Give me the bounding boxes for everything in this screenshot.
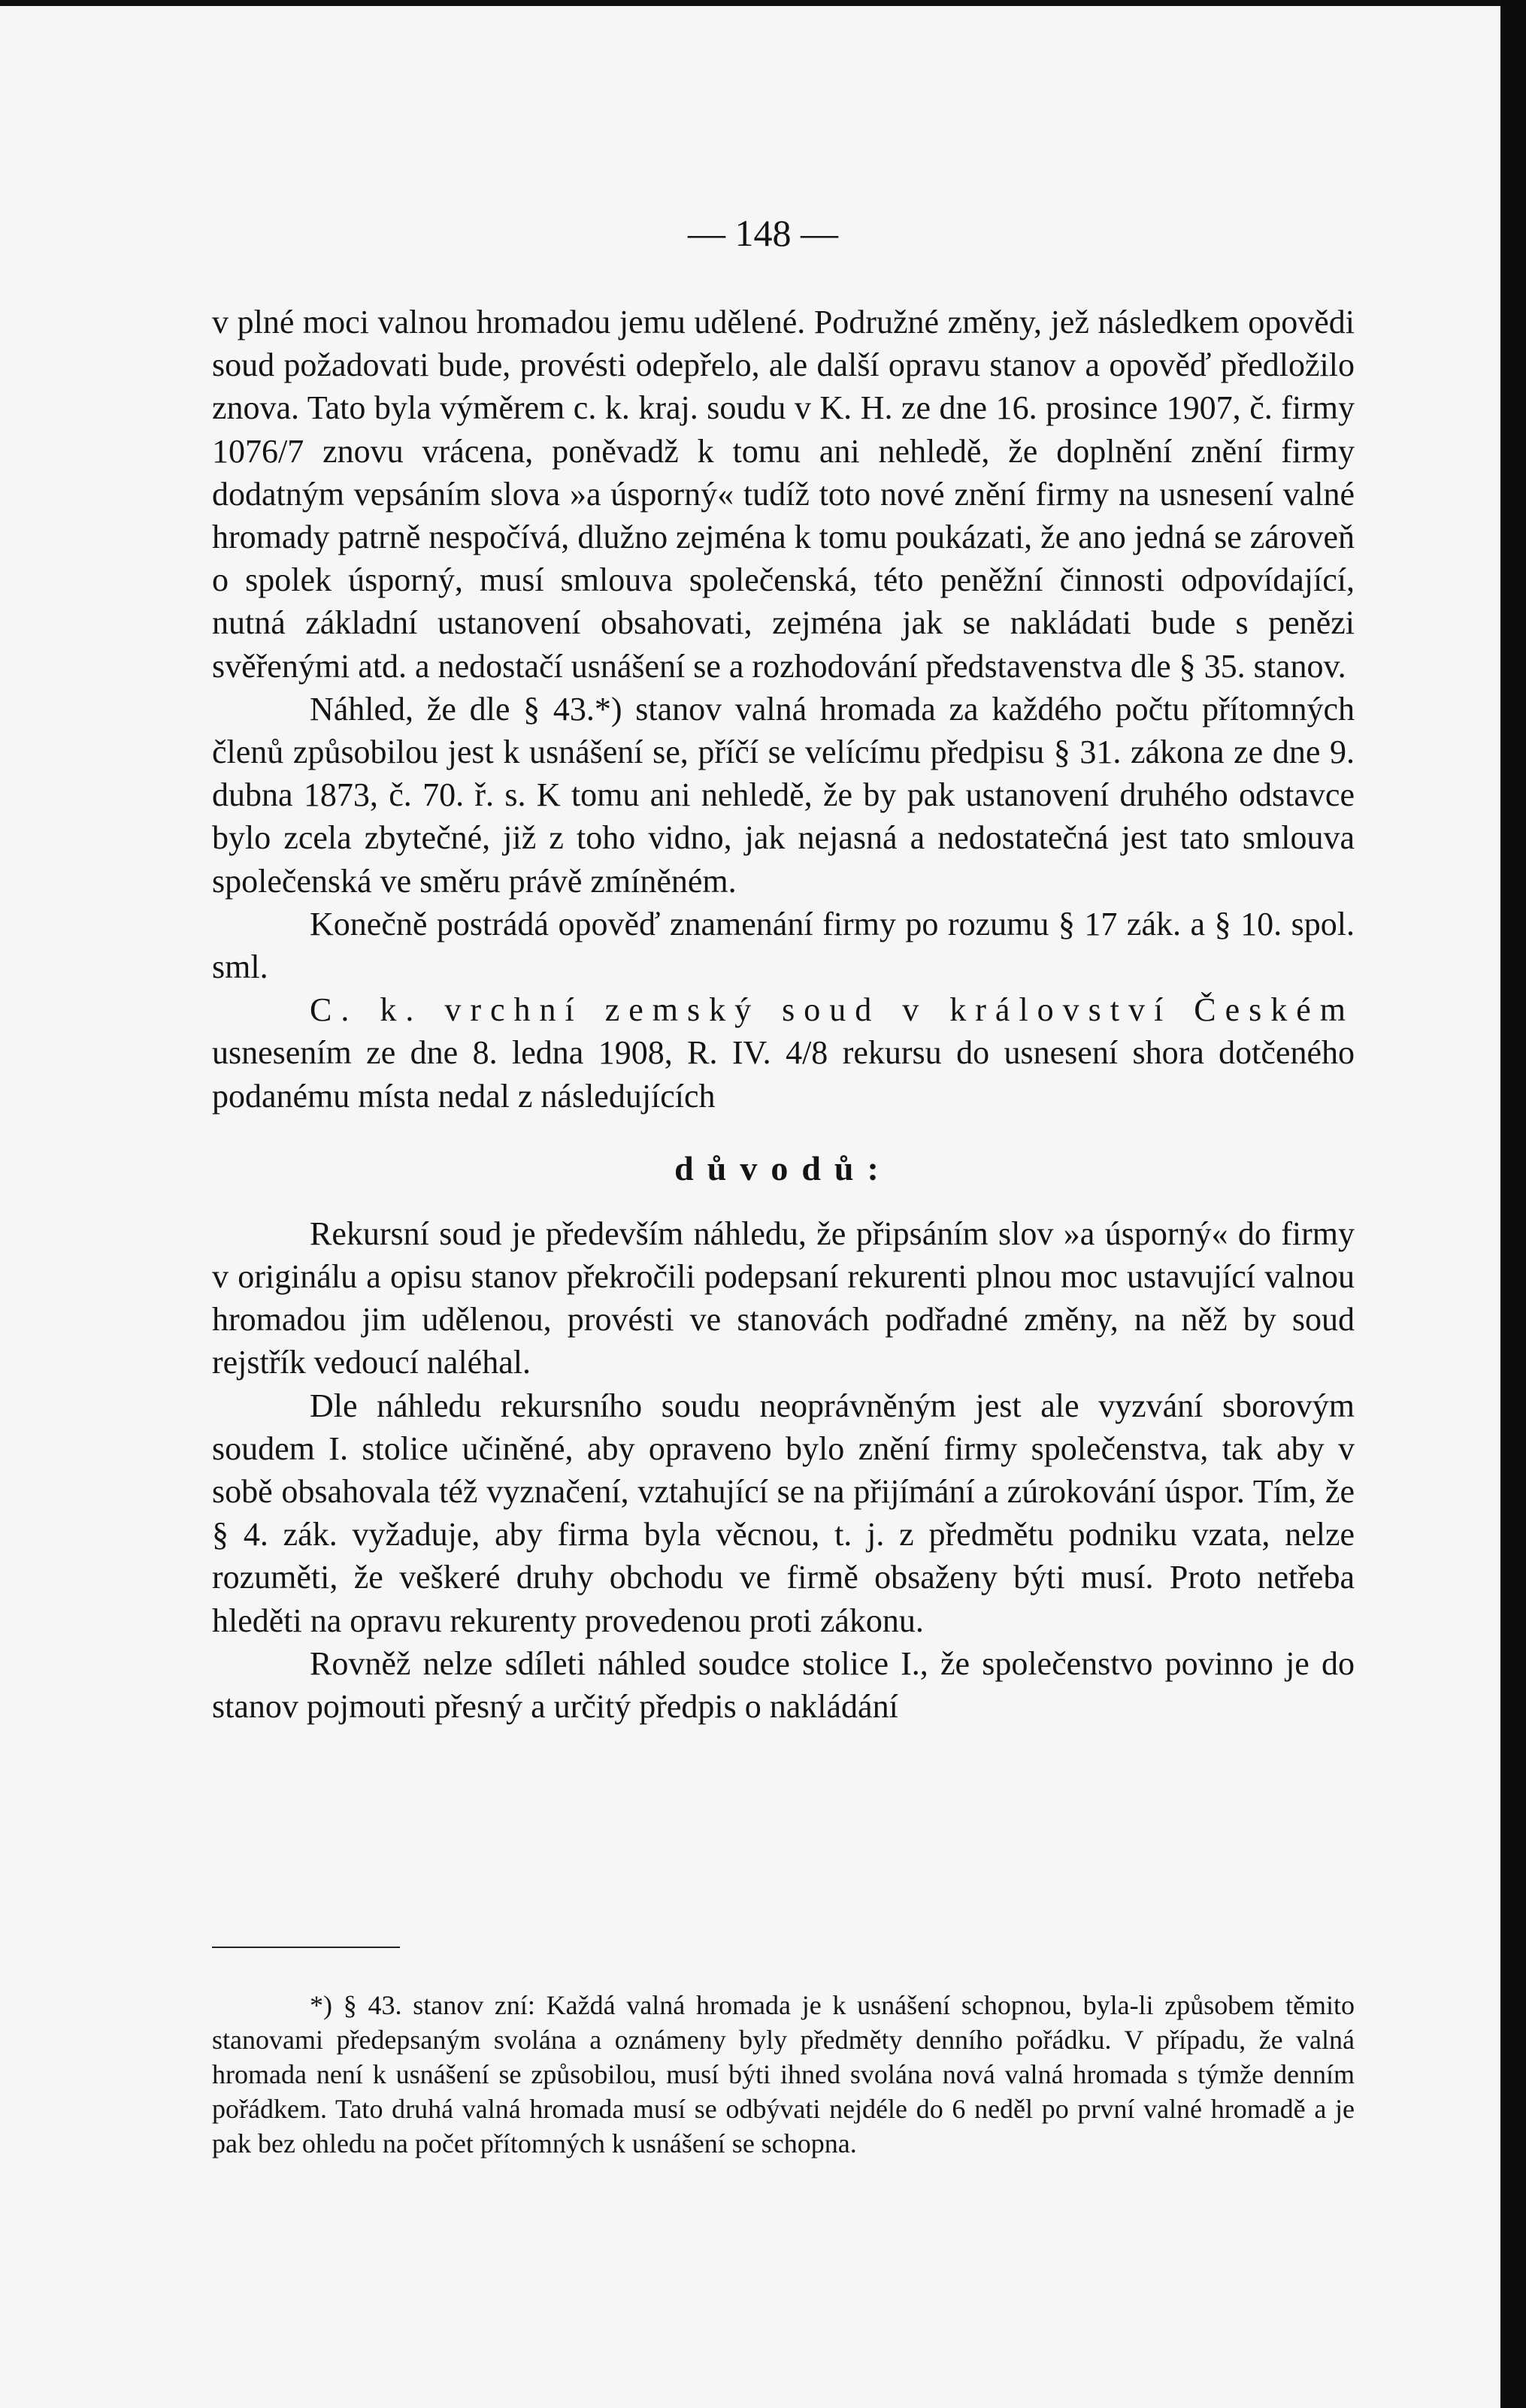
court-decision-text: usnesením ze dne 8. ledna 1908, R. IV. 4/8 rekursu do usnesení shora dotčeného podanému místa nedal z následujících xyxy=(212,1034,1355,1115)
reason-2: Dle náhledu rekursního soudu neoprávněným jest ale vyzvání sborovým soudem I. stolice učiněné, aby opraveno bylo znění firmy společenstva, tak aby v sobě obsahovala též vyznačení, vztahující se na přijímání a zúrokování úspor. Tím, že § 4. zák. vyžaduje, aby firma byla věcnou, t. j. z předmětu podniku vzata, nelze rozuměti, že veškeré druhy obchodu ve firmě obsaženy býti musí. Proto netřeba hleděti na opravu rekurenty provedenou proti zákonu. xyxy=(212,1387,1355,1639)
footnote-divider xyxy=(212,1947,400,1948)
paragraph-3: Konečně postrádá opověď znamenání firmy po rozumu § 17 zák. a § 10. spol. sml. xyxy=(212,905,1355,986)
reason-3: Rovněž nelze sdíleti náhled soudce stolice I., že společenstvo povinno je do stanov pojmouti přesný a určitý předpis o nakládání xyxy=(212,1644,1355,1726)
paragraph-1: v plné moci valnou hromadou jemu udělené. Podružné změny, jež následkem opovědi soud požadovati bude, provésti odepřelo, ale další opravu stanov a opověď předložilo znova. Tato byla výměrem c. k. kraj. soudu v K. H. ze dne 16. prosince 1907, č. firmy 1076/7 znovu vrácena, poněvadž k tomu ani nehledě, že doplnění znění firmy dodatným vepsáním slova »a úsporný« tudíž toto nové znění firmy na usnesení valné hromady patrně nespočívá, dlužno zejména k tomu poukázati, že ano jedná se zároveň o spolek úsporný, musí smlouva společenská, této peněžní činnosti odpovídající, nutná základní ustanovení obsahovati, zejména jak se nakládati bude s penězi svěřenými atd. a nedostačí usnášení se a rozhodování představenstva dle § 35. stanov. xyxy=(212,304,1355,685)
court-name: C. k. vrchní zemský soud v království Českém xyxy=(310,991,1355,1029)
page-number: — 148 — xyxy=(688,212,838,254)
paragraph-2: Náhled, že dle § 43.*) stanov valná hromada za každého počtu přítomných členů způsobilou jest k usnášení se, příčí se velícímu předpisu § 31. zákona ze dne 9. dubna 1873, č. 70. ř. s. K tomu ani nehledě, že by pak ustanovení druhého odstavce bylo zcela zbytečné, již z toho vidno, jak nejasná a nedostatečná jest tato smlouva společenská ve směru právě zmíněném. xyxy=(212,690,1355,900)
section-heading: důvodů: xyxy=(674,1148,892,1187)
scan-edge xyxy=(1500,0,1526,2408)
court-decision xyxy=(212,988,1355,1118)
reason-1: Rekursní soud je především náhledu, že připsáním slov »a úsporný« do firmy v originálu a opisu stanov překročili podepsaní rekurenti plnou moc ustavující valnou hromadou jim udělenou, provésti ve stanovách podřadné změny, na něž by soud rejstřík vedoucí naléhal. xyxy=(212,1215,1355,1381)
page-body xyxy=(212,301,1355,1728)
footnote xyxy=(212,1988,1355,2161)
footnote-text: *) § 43. stanov zní: Každá valná hromada je k usnášení schopnou, byla-li způsobem těmito stanovami předepsaným svolána a oznámeny byly předměty denního pořádku. V případu, že valná hromada není k usnášení se způsobilou, musí býti ihned svolána nová valná hromada s týmže denním pořádkem. Tato druhá valná hromada musí se odbývati nejdéle do 6 neděl po první valné hromadě a je pak bez ohledu na počet přítomných k usnášení se schopna. xyxy=(212,1990,1355,2158)
